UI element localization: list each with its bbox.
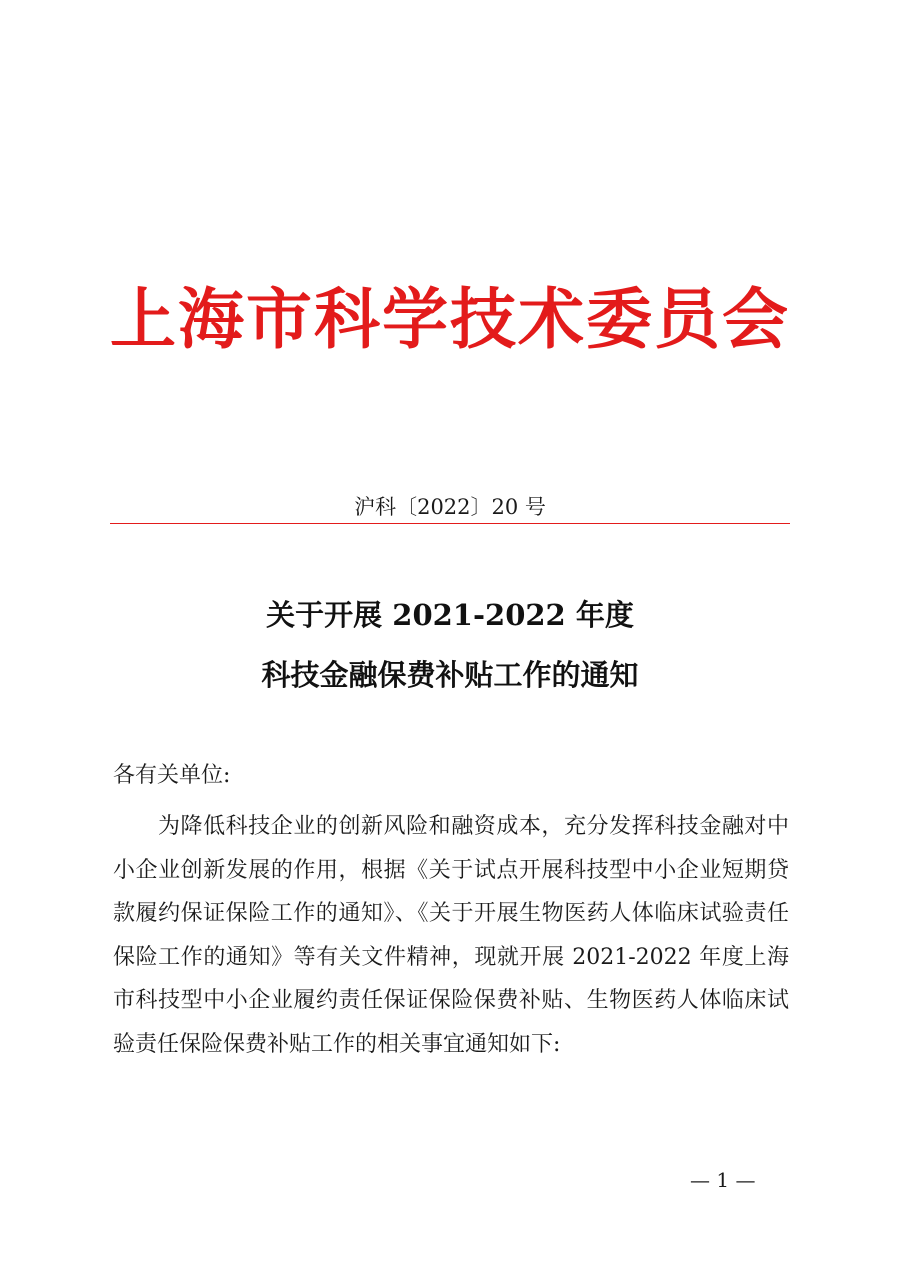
document-number: 沪科〔2022〕20 号 bbox=[354, 495, 546, 519]
body-paragraph: 为降低科技企业的创新风险和融资成本，充分发挥科技金融对中小企业创新发展的作用，根据《关于试点开展科技型中小企业短期贷款履约保证保险工作的通知》、《关于开展生物医药人体临床试验责任保险工作的通知》等有关文件精神，现就开展 2021-2022 年度上海市科技型中小企业履约责任保证保险保费补贴、生物医药人体临床试验责任保险保费补贴工作的相关事宜通知如下: bbox=[113, 814, 789, 1057]
salutation: 各有关单位: bbox=[113, 763, 231, 788]
document-title-line-2: 科技金融保费补贴工作的通知 bbox=[261, 658, 639, 692]
red-divider-line bbox=[110, 523, 790, 524]
document-title-line-1: 关于开展 2021-2022 年度 bbox=[266, 598, 634, 632]
issuer-masthead: 上海市科学技术委员会 bbox=[110, 280, 790, 358]
page-number: — 1 — bbox=[690, 1168, 756, 1192]
